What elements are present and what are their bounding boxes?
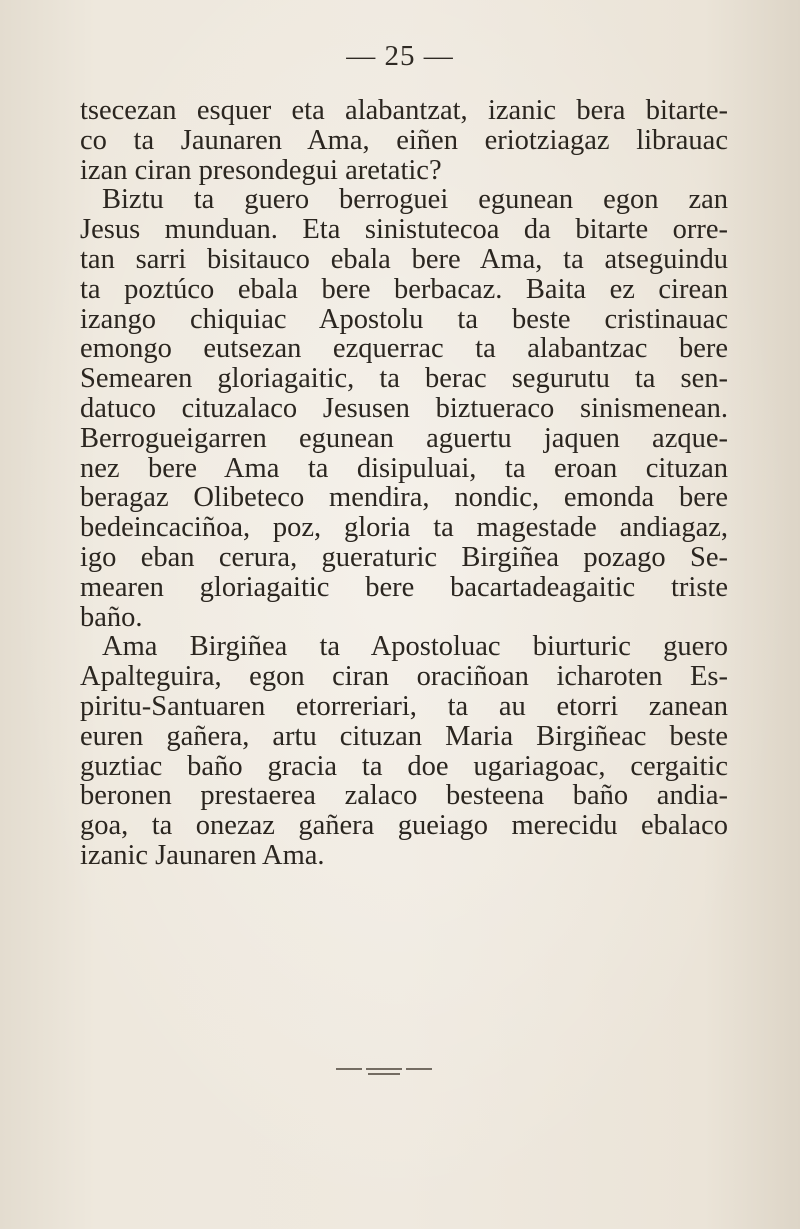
text-line: goa, ta onezaz gañera gueiago merecidu ebalaco	[80, 810, 728, 842]
text-line: tsecezan esquer eta alabantzat, izanic bera bitarte-	[80, 95, 728, 126]
text-line: piritu-Santuaren etorreriari, ta au etorri zanean	[80, 690, 728, 722]
text-line: ta poztúco ebala bere berbacaz. Baita ez cirean	[80, 273, 728, 305]
end-ornament-icon	[0, 1060, 800, 1090]
text-line: Ama Birgiñea ta Apostoluac biurturic guero	[102, 631, 728, 663]
text-line: Semearen gloriagaitic, ta berac segurutu ta sen-	[80, 363, 728, 395]
text-line: euren gañera, artu cituzan Maria Birgiñeac beste	[80, 720, 728, 752]
text-line: guztiac baño gracia ta doe ugariagoac, cergaitic	[80, 750, 728, 782]
text-line: Biztu ta guero berroguei egunean egon zan	[102, 184, 728, 216]
text-line: emongo eutsezan ezquerrac ta alabantzac bere	[80, 333, 728, 365]
text-line: baño.	[80, 601, 143, 633]
text-line: beronen prestaerea zalaco besteena baño andia-	[80, 780, 728, 812]
text-line: Berrogueigarren egunean aguertu jaquen azque-	[80, 422, 728, 454]
text-line: igo eban cerura, gueraturic Birgiñea pozago Se-	[80, 541, 728, 573]
text-line: Apalteguira, egon ciran oraciñoan icharoten Es-	[80, 661, 728, 693]
text-line: tan sarri bisitauco ebala bere Ama, ta atseguindu	[80, 243, 728, 275]
text-line: izan ciran presondegui aretatic?	[80, 154, 442, 186]
text-line: izango chiquiac Apostolu ta beste cristinauac	[80, 303, 728, 335]
text-line: datuco cituzalaco Jesusen biztueraco sinismenean.	[80, 392, 728, 424]
text-line: co ta Jaunaren Ama, eiñen eriotziagaz librauac	[80, 124, 728, 156]
paragraph-1	[80, 96, 728, 185]
text-body	[80, 96, 728, 871]
text-line: beragaz Olibeteco mendira, nondic, emonda bere	[80, 482, 728, 514]
paragraph-2	[80, 185, 728, 632]
text-line: bedeincaciñoa, poz, gloria ta magestade andiagaz,	[80, 512, 728, 544]
paragraph-3	[80, 632, 728, 870]
text-line: Jesus munduan. Eta sinistutecoa da bitarte orre-	[80, 214, 728, 246]
page-number: — 25 —	[346, 40, 454, 72]
text-line: nez bere Ama ta disipuluai, ta eroan cituzan	[80, 452, 728, 484]
text-line: mearen gloriagaitic bere bacartadeagaitic triste	[80, 571, 728, 603]
text-line: izanic Jaunaren Ama.	[80, 839, 325, 871]
